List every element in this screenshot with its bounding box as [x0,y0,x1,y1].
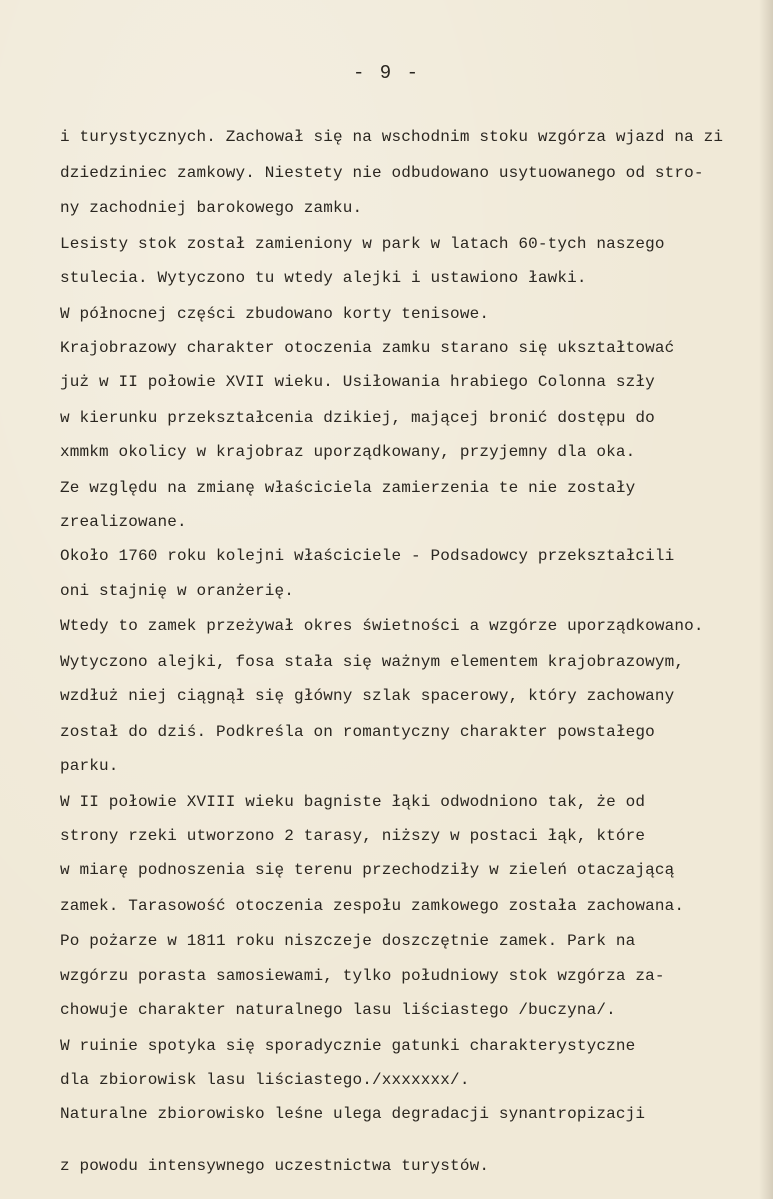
text-line: W północnej części zbudowano korty tenisowe. [60,305,490,323]
text-line: W ruinie spotyka się sporadycznie gatunki charakterystyczne [60,1037,636,1055]
text-line: oni stajnię w oranżerię. [60,582,295,600]
text-line: dla zbiorowisk lasu liściastego./xxxxxxx/. [60,1071,470,1089]
text-line: Wytyczono alejki, fosa stała się ważnym elementem krajobrazowym, [60,653,685,671]
text-line: wzgórzu porasta samosiewami, tylko południowy stok wzgórza za- [60,967,665,985]
text-line: Naturalne zbiorowisko leśne ulega degradacji synantropizacji [60,1105,646,1123]
text-line: wzdłuż niej ciągnął się główny szlak spacerowy, który zachowany [60,687,675,705]
text-line: Lesisty stok został zamieniony w park w latach 60-tych naszego [60,235,665,253]
text-line: Krajobrazowy charakter otoczenia zamku starano się ukształtować [60,339,675,357]
text-line: Ze względu na zmianę właściciela zamierzenia te nie zostały [60,479,636,497]
text-line: w kierunku przekształcenia dzikiej, mającej bronić dostępu do [60,409,655,427]
page-number: - 9 - [352,62,420,84]
text-line: już w II połowie XVII wieku. Usiłowania hrabiego Colonna szły [60,373,655,391]
text-line: dziedziniec zamkowy. Niestety nie odbudowano usytuowanego od stro- [60,164,704,182]
text-line: został do dziś. Podkreśla on romantyczny charakter powstałego [60,723,655,741]
text-line: stulecia. Wytyczono tu wtedy alejki i ustawiono ławki. [60,269,587,287]
text-line: zamek. Tarasowość otoczenia zespołu zamkowego została zachowana. [60,897,685,915]
page-edge-shadow [759,0,773,1199]
text-line: w miarę podnoszenia się terenu przechodziły w zieleń otaczającą [60,861,675,879]
text-line: Wtedy to zamek przeżywał okres świetności a wzgórze uporządkowano. [60,617,704,635]
text-line: zrealizowane. [60,513,187,531]
text-line: i turystycznych. Zachował się na wschodnim stoku wzgórza wjazd na zi [60,128,724,146]
text-line: xmmkm okolicy w krajobraz uporządkowany, przyjemny dla oka. [60,443,636,461]
text-line: parku. [60,757,119,775]
text-line: Po pożarze w 1811 roku niszczeje doszczętnie zamek. Park na [60,932,636,950]
text-line: Około 1760 roku kolejni właściciele - Podsadowcy przekształcili [60,547,675,565]
text-line: chowuje charakter naturalnego lasu liściastego /buczyna/. [60,1001,616,1019]
text-line: z powodu intensywnego uczestnictwa turystów. [60,1157,490,1175]
text-line: ny zachodniej barokowego zamku. [60,199,363,217]
text-line: W II połowie XVIII wieku bagniste łąki odwodniono tak, że od [60,793,646,811]
text-line: strony rzeki utworzono 2 tarasy, niższy w postaci łąk, które [60,827,646,845]
